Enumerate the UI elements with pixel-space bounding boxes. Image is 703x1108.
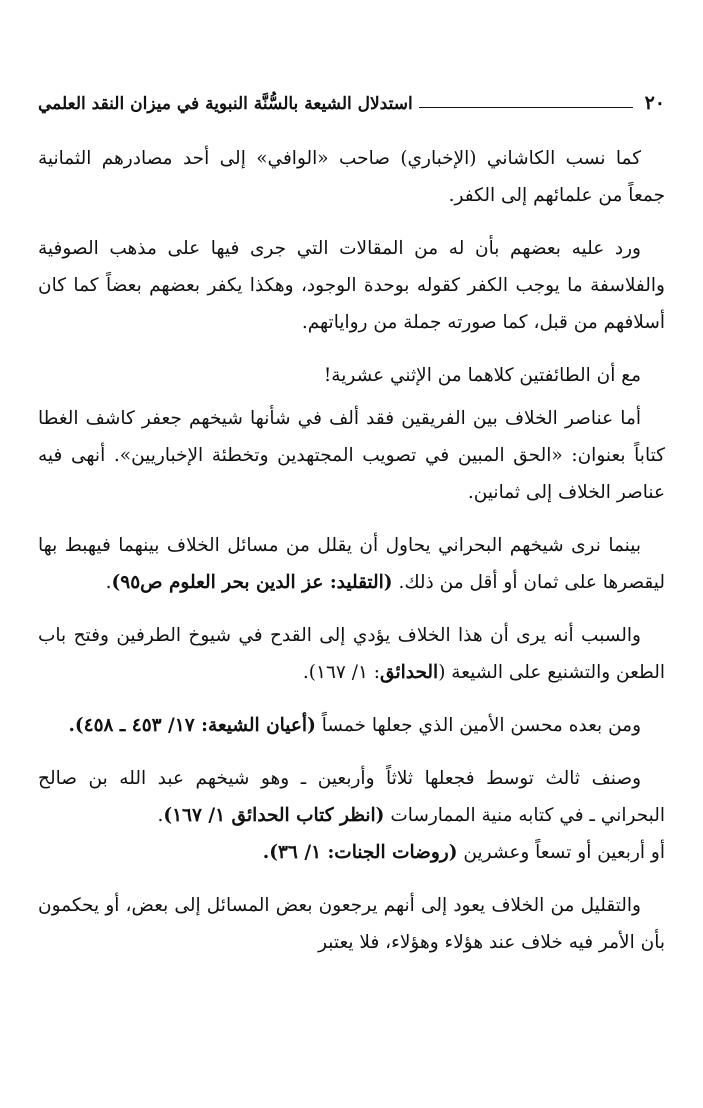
paragraph-text: مع أن الطائفتين كلاهما من الإثني عشرية! (323, 365, 641, 386)
citation: الحدائق (380, 662, 439, 683)
citation-tail: . (157, 805, 164, 826)
header-rule (419, 107, 633, 108)
paragraph (38, 617, 665, 691)
paragraph-text: كما نسب الكاشاني (الإخباري) صاحب «الوافي» إلى أحد مصادرهم الثمانية جمعاً من علمائهم إلى الكفر. (38, 148, 665, 206)
paragraph (38, 230, 665, 341)
running-title: استدلال الشيعة بالسُّنَّة النبوية في ميزان النقد العلمي (38, 94, 413, 114)
citation-tail: : ١/ ١٦٧). (302, 662, 381, 683)
page-header (38, 80, 665, 114)
paragraph (38, 140, 665, 214)
paragraph-text: ومن بعده محسن الأمين الذي جعلها خمساً (321, 715, 641, 736)
citation: (التقليد: عز الدين بحر العلوم ص٩٥) (111, 572, 393, 593)
citation: (انظر كتاب الحدائق ١/ ١٦٧) (163, 805, 385, 826)
paragraph-text: أما عناصر الخلاف بين الفريقين فقد ألف في شأنها شيخهم جعفر كاشف الغطا كتاباً بعنوان: «الحق المبين في تصويب المجتهدين وتخطئة الإخباريين». أنهى فيه عناصر الخلاف إلى ثمانين. (38, 408, 665, 503)
body-text (38, 140, 665, 977)
citation-tail: : ١/ ٣٦). (262, 842, 335, 863)
paragraph-text: ورد عليه بعضهم بأن له من المقالات التي جرى فيها على مذهب الصوفية والفلاسفة ما يوجب الكفر كقوله بوحدة الوجود، وهكذا يكفر بعضهم بعضاً كما كان أسلافهم من قبل، كما صورته جملة من رواياتهم. (38, 238, 665, 333)
paragraph (38, 760, 665, 871)
citation-open: ( (438, 662, 446, 683)
citation-tail: : ١٧/ ٤٥٣ ـ ٤٥٨). (68, 715, 208, 736)
paragraph-text: والتقليل من الخلاف يعود إلى أنهم يرجعون بعض المسائل إلى بعض، أو يحكمون بأن الأمر فيه خلاف عند هؤلاء وهؤلاء، فلا يعتبر (38, 895, 665, 953)
paragraph-text: والسبب أنه يرى أن هذا الخلاف يؤدي إلى القدح في شيوخ الطرفين وفتح باب الطعن والتشنيع على الشيعة (38, 625, 665, 683)
document-page (38, 0, 665, 1108)
paragraph (38, 400, 665, 511)
paragraph (38, 887, 665, 961)
paragraph-text: وصنف ثالث توسط فجعلها ثلاثاً وأربعين ـ وهو شيخهم عبد الله بن صالح البحراني ـ في كتابه منية الممارسات (38, 768, 665, 826)
paragraph-text: بينما نرى شيخهم البحراني يحاول أن يقلل من مسائل الخلاف بينهما فيهبط بها ليقصرها على ثمان أو أقل من ذلك. (38, 535, 665, 593)
paragraph-text-continued: أو أربعين أو تسعاً وعشرين (463, 842, 665, 863)
citation: (روضات الجنات (334, 842, 458, 863)
paragraph (38, 527, 665, 601)
paragraph (38, 707, 665, 744)
citation-tail: . (105, 572, 112, 593)
page-number: ٢٠ (644, 92, 665, 114)
paragraph (38, 357, 665, 394)
citation: (أعيان الشيعة (207, 715, 316, 736)
